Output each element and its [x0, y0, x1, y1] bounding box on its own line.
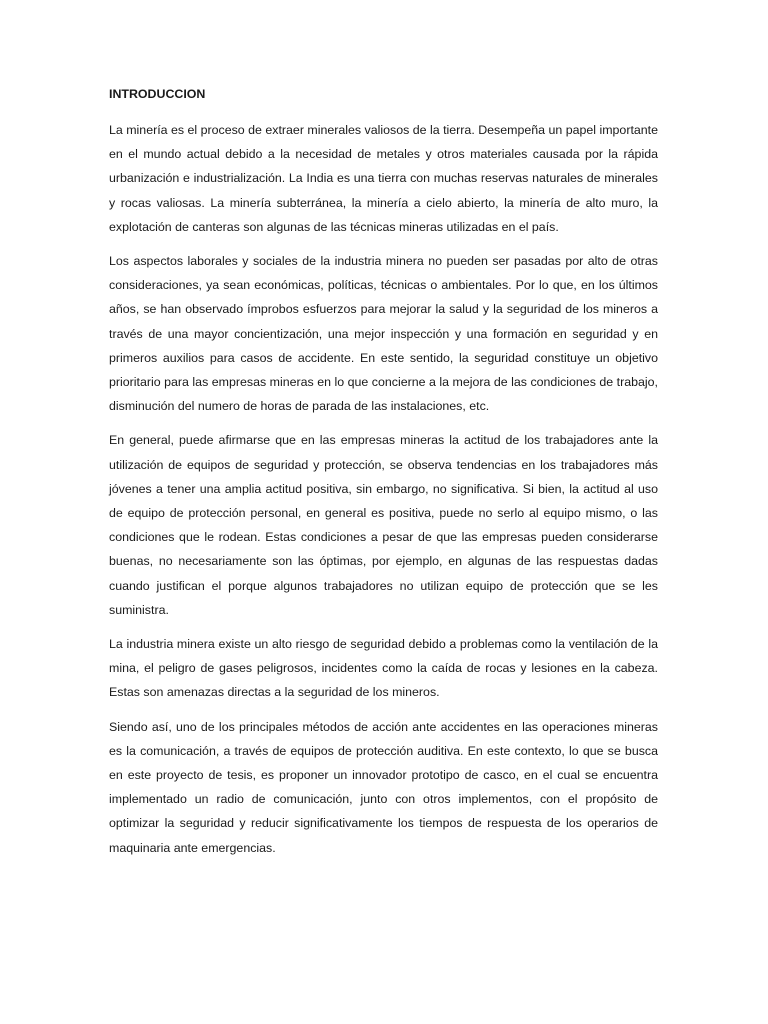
- paragraph-3: En general, puede afirmarse que en las empresas mineras la actitud de los trabajadores ante la utilización de equipos de seguridad y protección, se observa tendencias en los trabajadores más jóvenes a tener una amplia actitud positiva, sin embargo, no significativa. Si bien, la actitud al uso de equipo de protección personal, en general es positiva, puede no serlo al equipo mismo, o las condiciones que le rodean. Estas condiciones a pesar de que las empresas pueden considerarse buenas, no necesariamente son las óptimas, por ejemplo, en algunas de las respuestas dadas cuando justifican el porque algunos trabajadores no utilizan equipo de protección que se les suministra.: [109, 433, 658, 617]
- paragraph-4: La industria minera existe un alto riesgo de seguridad debido a problemas como la ventilación de la mina, el peligro de gases peligrosos, incidentes como la caída de rocas y lesiones en la cabeza. Estas son amenazas directas a la seguridad de los mineros.: [109, 637, 658, 700]
- document-heading: INTRODUCCION: [109, 87, 206, 101]
- document-page: [109, 84, 658, 870]
- paragraph-5: Siendo así, uno de los principales métodos de acción ante accidentes en las operaciones mineras es la comunicación, a través de equipos de protección auditiva. En este contexto, lo que se busca en este proyecto de tesis, es proponer un innovador prototipo de casco, en el cual se encuentra implementado un radio de comunicación, junto con otros implementos, con el propósito de optimizar la seguridad y reducir significativamente los tiempos de respuesta de los operarios de maquinaria ante emergencias.: [109, 719, 658, 855]
- paragraph-1: La minería es el proceso de extraer minerales valiosos de la tierra. Desempeña un papel importante en el mundo actual debido a la necesidad de metales y otros materiales causada por la rápida urbanización e industrialización. La India es una tierra con muchas reservas naturales de minerales y rocas valiosas. La minería subterránea, la minería a cielo abierto, la minería de alto muro, la explotación de canteras son algunas de las técnicas mineras utilizadas en el país.: [109, 123, 658, 234]
- paragraph-2: Los aspectos laborales y sociales de la industria minera no pueden ser pasadas por alto de otras consideraciones, ya sean económicas, políticas, técnicas o ambientales. Por lo que, en los últimos años, se han observado ímprobos esfuerzos para mejorar la salud y la seguridad de los mineros a través de una mayor concientización, una mejor inspección y una formación en seguridad y en primeros auxilios para casos de accidente. En este sentido, la seguridad constituye un objetivo prioritario para las empresas mineras en lo que concierne a la mejora de las condiciones de trabajo, disminución del numero de horas de parada de las instalaciones, etc.: [109, 254, 658, 414]
